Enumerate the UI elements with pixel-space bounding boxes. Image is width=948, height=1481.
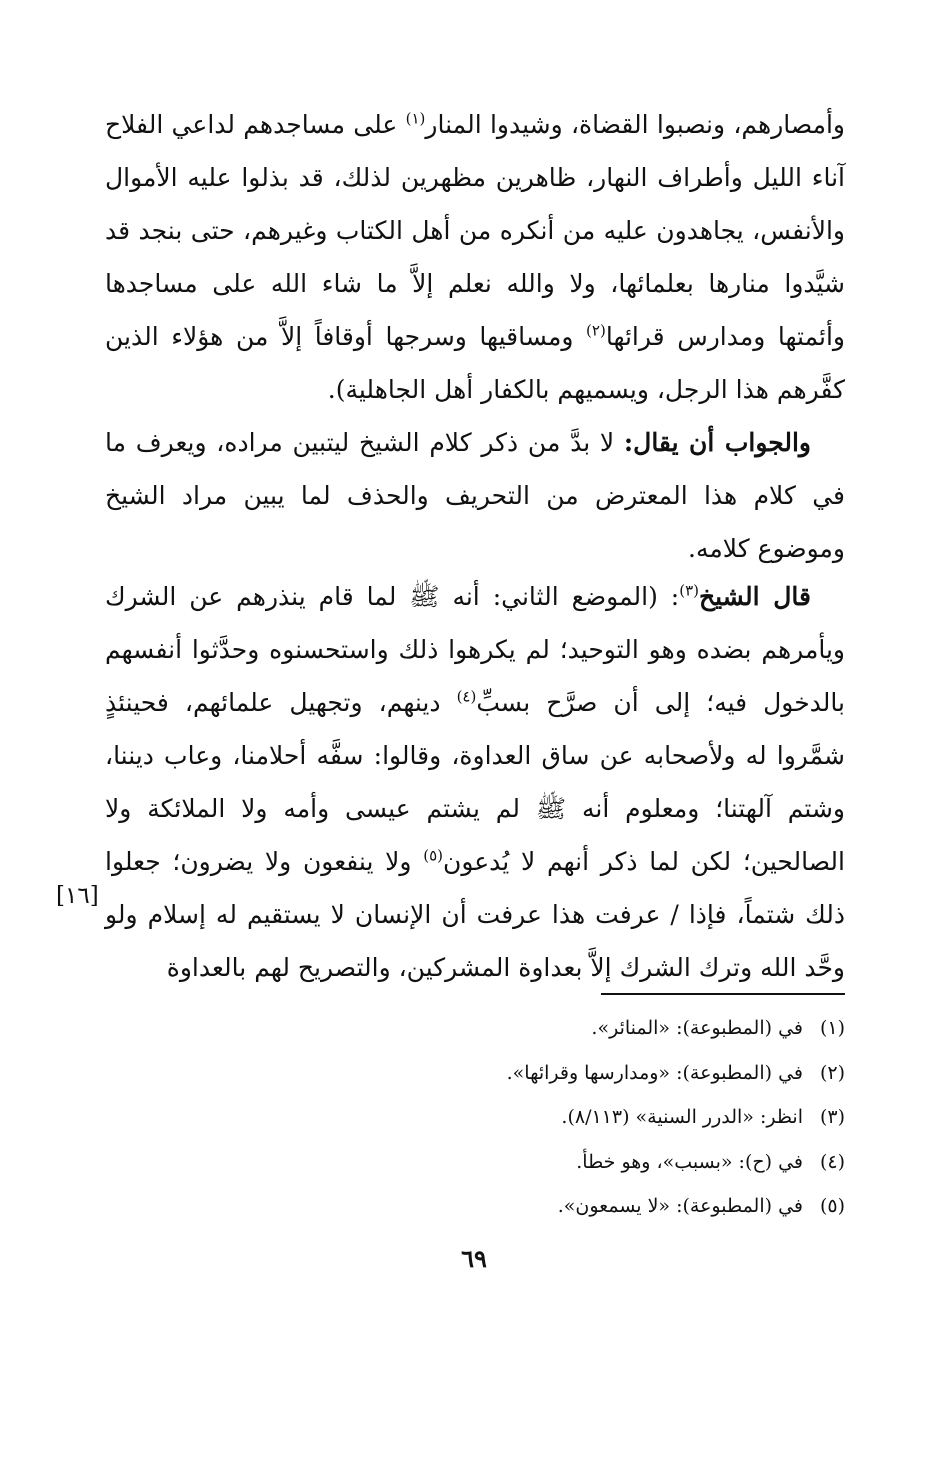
footnote-number: (٥) bbox=[819, 1195, 845, 1217]
paragraph-3 bbox=[105, 570, 845, 994]
paragraph-3-lead: قال الشيخ bbox=[699, 582, 811, 611]
footnote-text: في (المطبوعة): «لا يسمعون». bbox=[557, 1195, 803, 1217]
footnote-text: في (المطبوعة): «المنائر». bbox=[591, 1017, 803, 1039]
footnote-divider bbox=[601, 993, 845, 995]
footnote-number: (٣) bbox=[819, 1106, 845, 1128]
footnote-item bbox=[105, 1095, 845, 1140]
footnote-text: انظر: «الدرر السنية» (٨/١١٣). bbox=[561, 1106, 803, 1128]
page-number: ٦٩ bbox=[461, 1244, 487, 1273]
paragraph-2-lead: والجواب أن يقال: bbox=[623, 428, 812, 457]
paragraph-2-body: لا بدَّ من ذكر كلام الشيخ ليتبين مراده، ويعرف ما في كلام هذا المعترض من التحريف والحذف لما يبين مراد الشيخ وموضوع كلامه. bbox=[105, 428, 845, 563]
footnote-text: في (المطبوعة): «ومدارسها وقرائها». bbox=[506, 1061, 803, 1084]
footnote-ref-4[interactable]: (٤) bbox=[456, 687, 477, 706]
footnote-item bbox=[105, 1051, 845, 1096]
footnote-item bbox=[105, 1006, 845, 1051]
paragraph-1-text bbox=[105, 98, 845, 416]
footnote-ref-3[interactable]: (٣) bbox=[679, 581, 699, 600]
paragraph-1 bbox=[105, 98, 845, 416]
footnotes-section bbox=[105, 1006, 845, 1229]
paragraph-2-text bbox=[105, 416, 845, 575]
footnote-ref-5[interactable]: (٥) bbox=[423, 846, 443, 865]
paragraph-1-text-a: وأمصارهم، ونصبوا القضاة، وشيدوا المنار bbox=[425, 110, 845, 139]
paragraph-3-text bbox=[105, 570, 845, 994]
paragraph-2 bbox=[105, 416, 845, 575]
footnote-number: (٢) bbox=[819, 1061, 845, 1084]
footnote-ref-1[interactable]: (١) bbox=[405, 109, 426, 128]
footnote-text: في (ح): «بسبب»، وهو خطأ. bbox=[576, 1150, 803, 1173]
paragraph-3-text-a: : (الموضع الثاني: أنه ﷺ لما قام ينذرهم عن الشرك ويأمرهم بضده وهو التوحيد؛ لم يكرهوا ذلك واستحسنوه وحدَّثوا أنفسهم بالدخول فيه؛ إلى أن صرَّح بسبِّ bbox=[105, 582, 845, 717]
paragraph-1-text-c: ومساقيها وسرجها أوقافاً إلاَّ من هؤلاء الذين كفَّرهم هذا الرجل، ويسميهم بالكفار أهل الجاهلية). bbox=[105, 322, 845, 404]
footnote-ref-2[interactable]: (٢) bbox=[586, 321, 606, 340]
footnote-item bbox=[105, 1184, 845, 1229]
footnote-item bbox=[105, 1140, 845, 1185]
paragraph-3-text-c: ولا ينفعون ولا يضرون؛ جعلوا ذلك شتماً، فإذا / عرفت هذا عرفت أن الإنسان لا يستقيم له إسلام ولو وحَّد الله وترك الشرك إلاَّ بعداوة المشركين، والتصريح لهم بالعداوة bbox=[105, 847, 845, 982]
paragraph-1-text-b: على مساجدهم لداعي الفلاح آناء الليل وأطراف النهار، ظاهرين مظهرين لذلك، قد بذلوا عليه الأموال والأنفس، يجاهدون عليه من أنكره من أهل الكتاب وغيرهم، حتى بنجد قد شيَّدوا منارها بعلمائها، ولا والله نعلم إلاَّ ما شاء الله على مساجدها وأئمتها ومدارس قرائها bbox=[105, 110, 846, 351]
footnote-number: (١) bbox=[819, 1017, 845, 1039]
footnote-number: (٤) bbox=[819, 1150, 845, 1173]
paragraph-3-text-b: دينهم، وتجهيل علمائهم، فحينئذٍ شمَّروا له ولأصحابه عن ساق العداوة، وقالوا: سفَّه أحلامنا، وعاب ديننا، وشتم آلهتنا؛ ومعلوم أنه ﷺ لم يشتم عيسى وأمه ولا الملائكة ولا الصالحين؛ لكن لما ذكر أنهم لا يُدعون bbox=[105, 688, 845, 876]
manuscript-page-marker: [١٦] bbox=[56, 883, 99, 909]
